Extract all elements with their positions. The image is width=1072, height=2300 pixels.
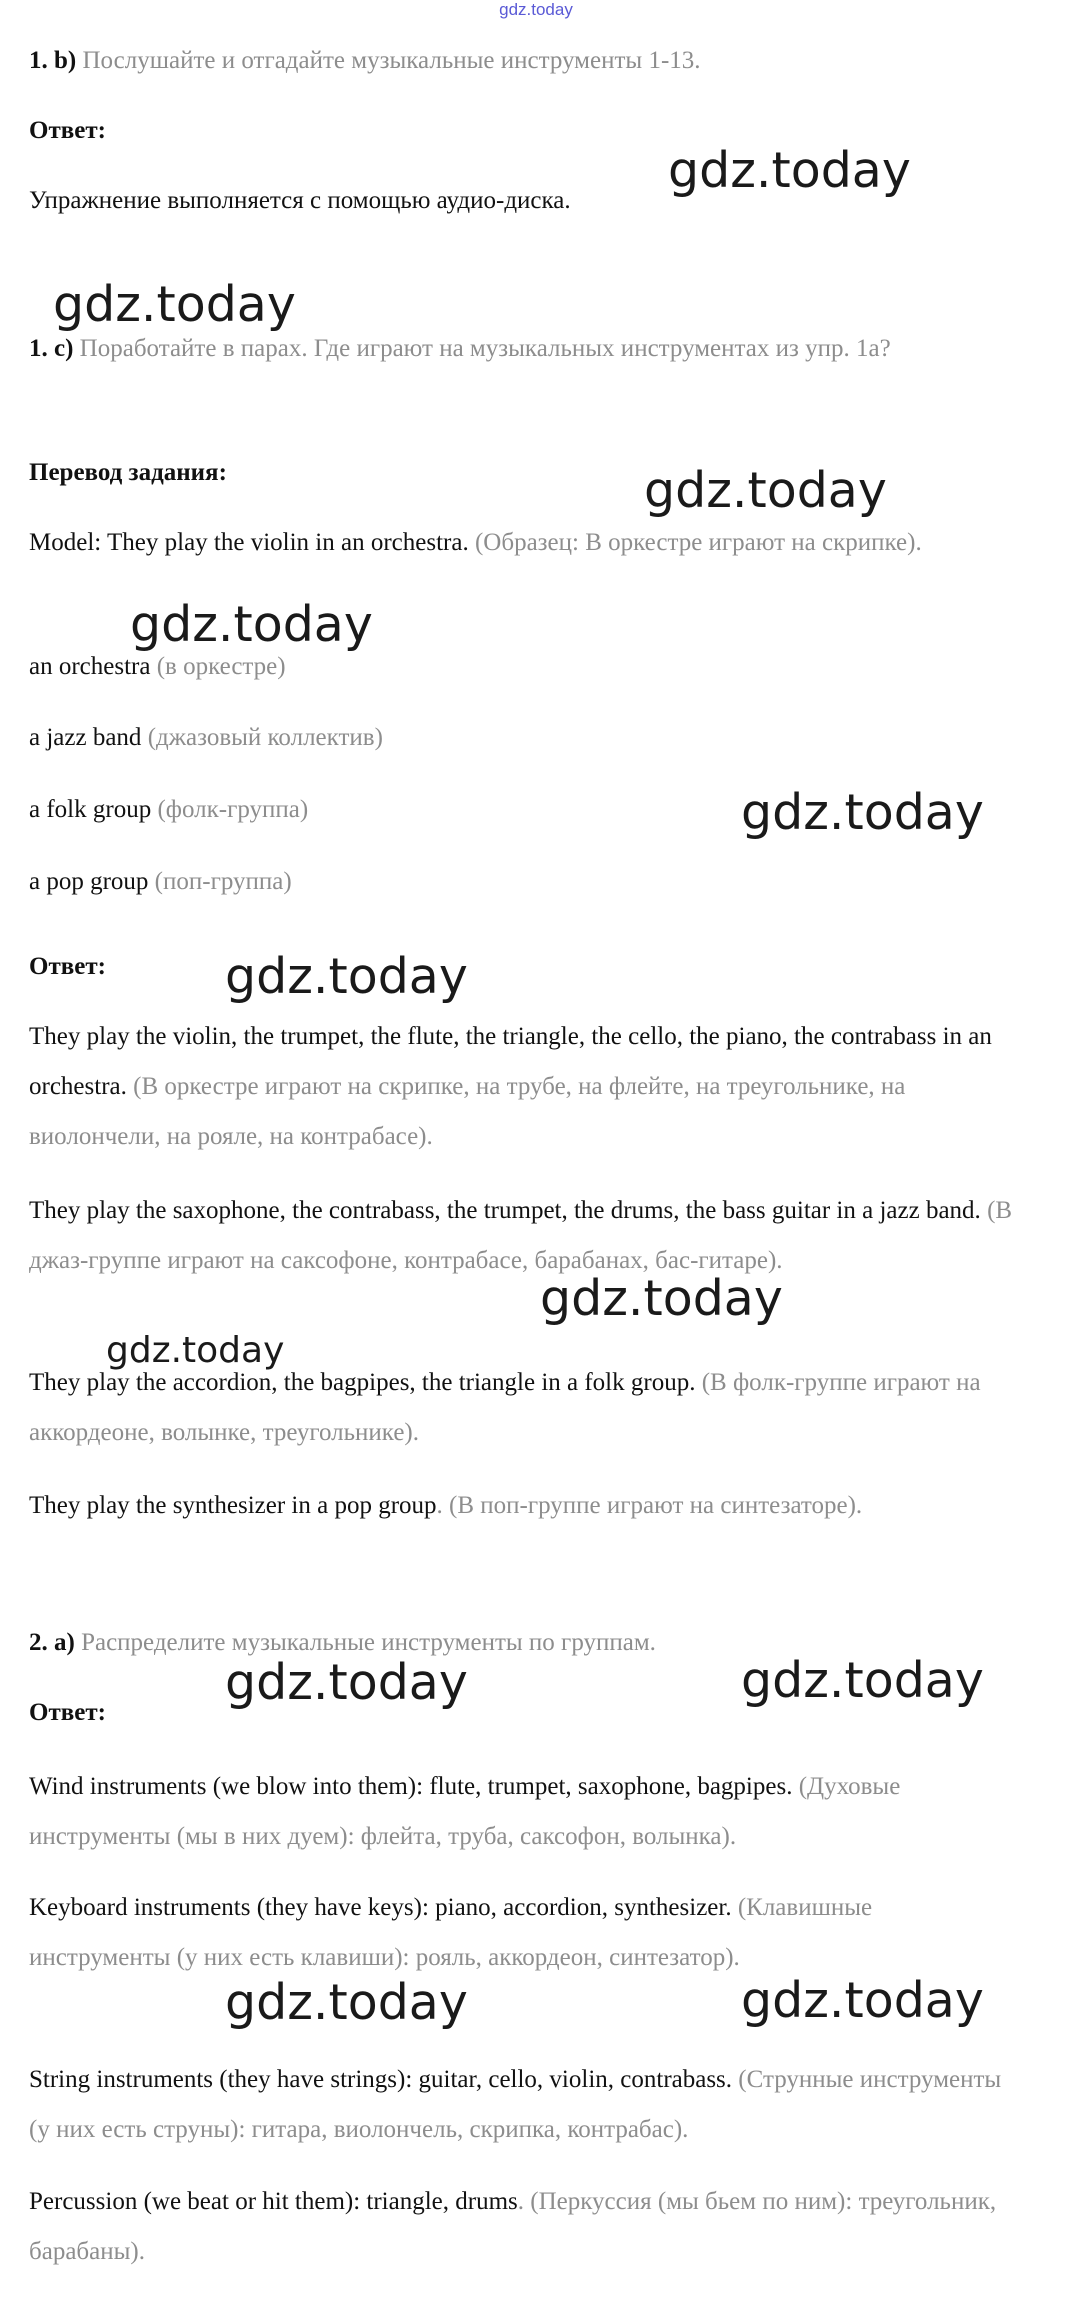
ex2a-answer-ru: (Клавишные инструменты (у них есть клавиши): рояль, аккордеон, синтезатор).: [29, 1894, 873, 1971]
ex1c-item: [29, 713, 1019, 763]
ex1c-answer: [29, 1012, 1019, 1162]
ex1c-answer-label: Ответ:: [29, 953, 106, 980]
ex1b-task: [29, 36, 1019, 86]
ex2a-answer: [29, 2177, 1019, 2277]
ex2a-answer-ru: (Струнные инструменты (у них есть струны): гитара, виолончель, скрипка, контрабас).: [29, 2066, 1002, 2143]
ex1c-translation-label: Перевод задания:: [29, 459, 227, 486]
watermark: gdz.today: [53, 276, 296, 333]
ex1c-answer: [29, 1358, 1019, 1458]
watermark: gdz.today: [225, 1974, 468, 2031]
ex1c-answer: [29, 1186, 1019, 1286]
ex1b-answer-label: Ответ:: [29, 117, 106, 144]
watermark: gdz.today: [741, 784, 984, 841]
ex2a-answer-en: Percussion (we beat or hit them): triangle, drums: [29, 2188, 518, 2215]
ex1c-item: [29, 857, 1019, 907]
ex1c-answer-ru: (В джаз-группе играют на саксофоне, контрабасе, барабанах, бас-гитаре).: [29, 1197, 1013, 1274]
ex2a-answer-en: Wind instruments (we blow into them): flute, trumpet, saxophone, bagpipes.: [29, 1773, 793, 1800]
watermark: gdz.today: [741, 1972, 984, 2029]
ex1c-answer-ru: . (В поп-группе играют на синтезаторе).: [436, 1492, 863, 1519]
ex1c-model-ru: (Образец: В оркестре играют на скрипке).: [468, 529, 922, 556]
ex1c-answer-en: They play the saxophone, the contrabass, the trumpet, the drums, the bass guitar in a jazz band.: [29, 1197, 981, 1224]
ex1c-answer-ru: (В оркестре играют на скрипке, на трубе, на флейте, на треугольнике, на виолончели, на рояле, на контрабасе).: [29, 1073, 906, 1150]
ex1c-item-ru: (фолк-группа): [151, 796, 309, 823]
header-watermark: gdz.today: [499, 0, 573, 19]
ex1c-model-en: Model: They play the violin in an orchestra.: [29, 529, 469, 556]
ex1c-answer-en: They play the synthesizer in a pop group: [29, 1492, 437, 1519]
ex1c-item-ru: (в оркестре): [150, 653, 286, 680]
ex1c-item-en: a jazz band: [29, 724, 142, 751]
ex2a-answer-en: Keyboard instruments (they have keys): piano, accordion, synthesizer.: [29, 1894, 732, 1921]
ex2a-answer-en: String instruments (they have strings): guitar, cello, violin, contrabass.: [29, 2066, 733, 2093]
watermark: gdz.today: [130, 596, 373, 653]
ex2a-answer: [29, 2055, 1019, 2155]
ex1c-item-en: an orchestra: [29, 653, 151, 680]
ex1c-item-en: a folk group: [29, 796, 152, 823]
ex2a-answer-label: Ответ:: [29, 1699, 106, 1726]
ex1c-model: [29, 518, 1019, 568]
ex1c-item-ru: (поп-группа): [148, 868, 292, 895]
watermark: gdz.today: [741, 1652, 984, 1709]
ex1c-number: 1. c): [29, 335, 74, 362]
ex1b-answer: Упражнение выполняется с помощью аудио-диска.: [29, 187, 571, 214]
ex1c-answer-en: They play the violin, the trumpet, the flute, the triangle, the cello, the piano, the contrabass in an orchestra.: [29, 1023, 992, 1100]
ex1c-answer-en: They play the accordion, the bagpipes, the triangle in a folk group.: [29, 1369, 696, 1396]
watermark: gdz.today: [668, 142, 911, 199]
ex1b-number: 1. b): [29, 47, 77, 74]
ex2a-number: 2. a): [29, 1629, 75, 1656]
watermark: gdz.today: [106, 1330, 285, 1371]
ex1c-item-en: a pop group: [29, 868, 149, 895]
ex2a-answer: [29, 1762, 1019, 1862]
watermark: gdz.today: [225, 948, 468, 1005]
ex1c-answer-ru: (В фолк-группе играют на аккордеоне, волынке, треугольнике).: [29, 1369, 981, 1446]
watermark: gdz.today: [644, 462, 887, 519]
ex2a-task-text: Распределите музыкальные инструменты по группам.: [74, 1629, 656, 1656]
ex1b-task-text: Послушайте и отгадайте музыкальные инструменты 1-13.: [76, 47, 701, 74]
ex1c-item-ru: (джазовый коллектив): [141, 724, 383, 751]
ex2a-answer-ru: (Духовые инструменты (мы в них дуем): флейта, труба, саксофон, волынка).: [29, 1773, 901, 1850]
watermark: gdz.today: [540, 1270, 783, 1327]
ex2a-answer: [29, 1883, 1019, 1983]
ex1c-answer: [29, 1481, 1019, 1531]
ex2a-answer-ru: . (Перкуссия (мы бьем по ним): треугольник, барабаны).: [29, 2188, 997, 2265]
watermark: gdz.today: [225, 1654, 468, 1711]
ex1c-task-text: Поработайте в парах. Где играют на музыкальных инструментах из упр. 1a?: [73, 335, 891, 362]
